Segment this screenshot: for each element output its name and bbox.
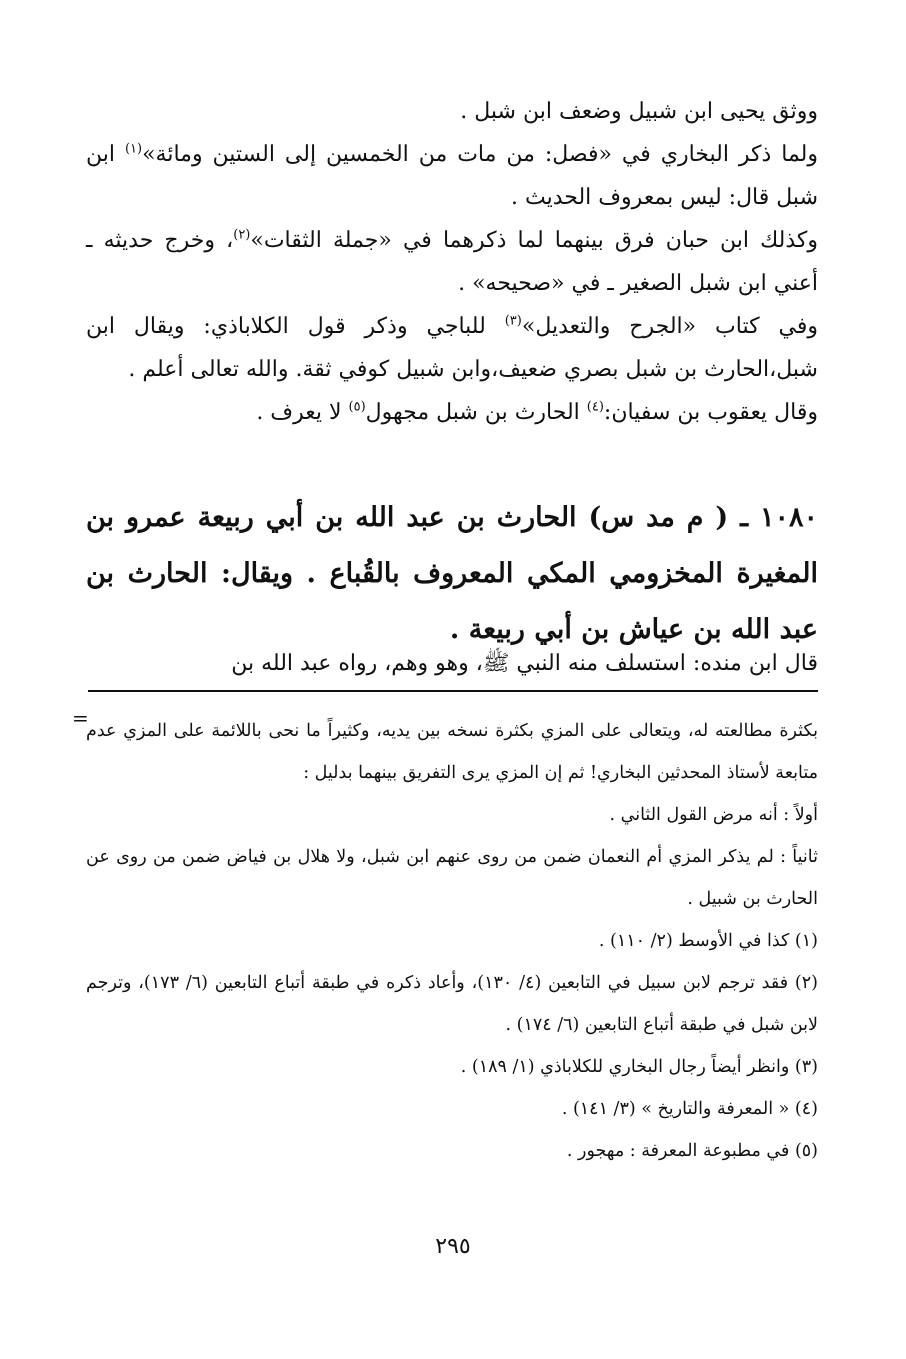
text-span: وفي كتاب «الجرح والتعديل» [521, 314, 818, 339]
entry-heading [86, 490, 818, 658]
main-paragraph-5 [86, 391, 818, 434]
text-span: وقال يعقوب بن سفيان: [603, 400, 818, 425]
main-paragraph-3 [86, 219, 818, 305]
main-paragraph-4 [86, 305, 818, 391]
footnote-continuation: بكثرة مطالعته له، ويتعالى على المزي بكثرة نسخه بين يديه، وكثيراً ما نحى باللائمة على المزي عدم متابعة لأستاذ المحدثين البخاري! ثم إن المزي يرى التفريق بينهما بدليل : [86, 721, 818, 783]
footnotes [86, 710, 818, 1172]
text-span: ابن شبل قال: ليس بمعروف الحديث . [86, 142, 818, 210]
footnote-2: (٢) فقد ترجم لابن سبيل في التابعين (٤/ ١٣٠)، وأعاد ذكره في طبقة أتباع التابعين (٦/ ١٧٣)، وترجم لابن شبل في طبقة أتباع التابعين (٦/ ١٧٤) . [86, 973, 818, 1035]
footnote-separator [88, 690, 818, 692]
text-span: للباجي وذكر قول الكلاباذي: ويقال ابن شبل،الحارث بن شبل بصري ضعيف،وابن شبيل كوفي ثقة. والله تعالى أعلم . [86, 314, 818, 382]
footnote-ref-5[interactable]: (٥) [348, 399, 366, 415]
text-span: وكذلك ابن حبان فرق بينهما لما ذكرهما في «جملة الثقات» [250, 228, 818, 253]
entry-body-text: قال ابن منده: استسلف منه النبي ﷺ، وهو وهم، رواه عبد الله بن [231, 651, 818, 676]
main-text [86, 90, 818, 434]
page-number: ٢٩٥ [435, 1234, 471, 1259]
footnote-ref-3[interactable]: (٣) [504, 313, 522, 329]
entry-title: ١٠٨٠ ـ ( م مد س) الحارث بن عبد الله بن أبي ربيعة عمرو بن المغيرة المخزومي المكي المعروف بالقُباع . ويقال: الحارث بن عبد الله بن عياش بن أبي ربيعة . [86, 502, 818, 645]
footnote-continuation-point-2: ثانياً : لم يذكر المزي أم النعمان ضمن من روى عنهم ابن شبل، ولا هلال بن فياض ضمن من روى عن الحارث بن شبيل . [86, 847, 818, 909]
continued-marker: = [72, 706, 89, 730]
text-span: ، وخرج حديثه ـ أعني ابن شبل الصغير ـ في «صحيحه» . [86, 228, 818, 296]
text-span: لا يعرف . [256, 400, 349, 425]
main-paragraph-1: ووثق يحيى ابن شبيل وضعف ابن شبل . [460, 99, 818, 124]
footnote-ref-2[interactable]: (٢) [233, 227, 251, 243]
entry-body [86, 642, 818, 685]
text-span: الحارث بن شبل مجهول [365, 400, 587, 425]
footnote-4: (٤) « المعرفة والتاريخ » (٣/ ١٤١) . [561, 1099, 818, 1119]
footnote-ref-4[interactable]: (٤) [586, 399, 604, 415]
footnote-5: (٥) في مطبوعة المعرفة : مهجور . [566, 1141, 818, 1161]
footnote-ref-1[interactable]: (١) [124, 141, 143, 157]
footnote-3: (٣) وانظر أيضاً رجال البخاري للكلاباذي (١/ ١٨٩) . [460, 1057, 818, 1077]
text-span: ولما ذكر البخاري في «فصل: من مات من الخمسين إلى الستين ومائة» [142, 142, 818, 167]
main-paragraph-2 [86, 133, 818, 219]
footnote-continuation-point-1: أولاً : أنه مرض القول الثاني . [609, 805, 818, 825]
footnote-1: (١) كذا في الأوسط (٢/ ١١٠) . [598, 931, 818, 951]
